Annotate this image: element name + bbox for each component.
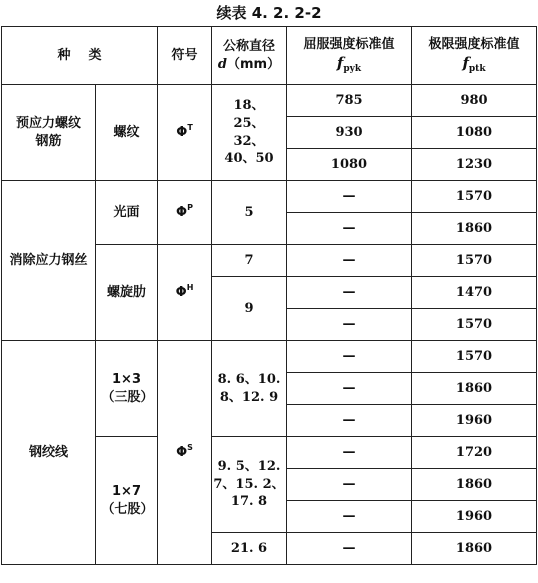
g1-row3-yield: 1080 [287, 149, 412, 181]
g1-row1-ultimate: 980 [412, 85, 537, 117]
g3-sub-b: 1×7（七股） [96, 437, 158, 565]
header-yield [287, 27, 412, 85]
g2-sub-a: 光面 [96, 181, 158, 245]
g2-symbol-b: $\Phi^H$ [158, 245, 212, 341]
header-symbol: 符号 [158, 27, 212, 85]
g3-row3-ultimate: 1960 [412, 405, 537, 437]
g2-row5-ultimate: 1570 [412, 309, 537, 341]
g3-diameter-2: 9. 5、12. 7、15. 2、17. 8 [212, 437, 287, 533]
g1-name: 预应力螺纹钢筋 [2, 85, 96, 181]
g1-diameter: 18、25、32、40、50 [212, 85, 287, 181]
g2-name: 消除应力钢丝 [2, 181, 96, 341]
g3-row3-yield: — [287, 405, 412, 437]
header-ultimate-label: 极限强度标准值 [428, 36, 520, 52]
table-row [2, 85, 537, 117]
header-diameter-d: d [217, 56, 228, 72]
header-diameter-unit: （mm） [227, 56, 281, 72]
g2-row1-ultimate: 1570 [412, 181, 537, 213]
g2-row1-yield: — [287, 181, 412, 213]
g3-diameter-1: 8. 6、10. 8、12. 9 [212, 341, 287, 437]
g2-row2-yield: — [287, 213, 412, 245]
g1-row2-yield: 930 [287, 117, 412, 149]
g3-row2-yield: — [287, 373, 412, 405]
g2-row4-ultimate: 1470 [412, 277, 537, 309]
g2-diameter-1: 5 [212, 181, 287, 245]
g3-row1-ultimate: 1570 [412, 341, 537, 373]
g3-sub-a: 1×3（三股） [96, 341, 158, 437]
header-ultimate-symbol: $f_{ptk}$ [462, 54, 486, 75]
g3-row4-ultimate: 1720 [412, 437, 537, 469]
header-yield-label: 屈服强度标准值 [303, 36, 395, 52]
g2-row5-yield: — [287, 309, 412, 341]
table-row [2, 181, 537, 213]
g2-sub-b: 螺旋肋 [96, 245, 158, 341]
header-row [2, 27, 537, 85]
g2-row2-ultimate: 1860 [412, 213, 537, 245]
g2-row4-yield: — [287, 277, 412, 309]
g3-row6-yield: — [287, 501, 412, 533]
g2-diameter-3: 9 [212, 277, 287, 341]
g1-sub: 螺纹 [96, 85, 158, 181]
header-diameter-unit-line [212, 56, 286, 74]
header-category: 种 类 [2, 27, 158, 85]
g3-row1-yield: — [287, 341, 412, 373]
g2-symbol-a: $\Phi^P$ [158, 181, 212, 245]
g3-diameter-3: 21. 6 [212, 533, 287, 565]
g3-symbol: $\Phi^S$ [158, 341, 212, 565]
table-caption: 续表 4. 2. 2-2 [216, 4, 322, 22]
header-ultimate [412, 27, 537, 85]
table-row [2, 341, 537, 373]
g3-name: 钢绞线 [2, 341, 96, 565]
g1-row2-ultimate: 1080 [412, 117, 537, 149]
g3-row7-yield: — [287, 533, 412, 565]
g1-row3-ultimate: 1230 [412, 149, 537, 181]
strength-table [1, 26, 537, 565]
header-diameter-label: 公称直径 [223, 38, 276, 54]
header-diameter [212, 27, 287, 85]
g3-row5-ultimate: 1860 [412, 469, 537, 501]
g3-row2-ultimate: 1860 [412, 373, 537, 405]
g3-row4-yield: — [287, 437, 412, 469]
g3-row5-yield: — [287, 469, 412, 501]
g1-symbol: $\Phi^T$ [158, 85, 212, 181]
g3-row6-ultimate: 1960 [412, 501, 537, 533]
g3-row7-ultimate: 1860 [412, 533, 537, 565]
g2-diameter-2: 7 [212, 245, 287, 277]
g2-row3-ultimate: 1570 [412, 245, 537, 277]
g2-row3-yield: — [287, 245, 412, 277]
header-yield-symbol: $f_{pyk}$ [336, 54, 362, 75]
g1-row1-yield: 785 [287, 85, 412, 117]
